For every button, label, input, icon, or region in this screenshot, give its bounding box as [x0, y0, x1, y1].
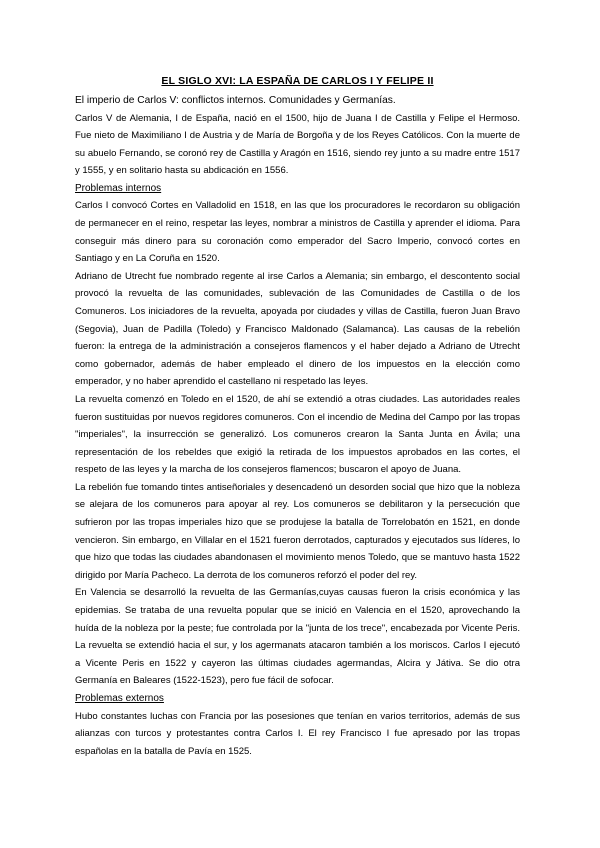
document-subtitle: El imperio de Carlos V: conflictos internos. Comunidades y Germanías. [75, 95, 396, 106]
intro-paragraph: Carlos V de Alemania, I de España, nació en el 1500, hijo de Juana I de Castilla y Felipe el Hermoso. Fue nieto de Maximiliano I de Austria y de María de Borgoña y de los Reyes Católicos. Con la muerte de su abuelo Fernando, se coronó rey de Castilla y Aragón en 1516, siendo rey junto a su madre entre 1517 y 1555, y en solitario hasta su abdicación en 1556. [75, 112, 520, 177]
internal-paragraph-3: La revuelta comenzó en Toledo en el 1520, de ahí se extendió a otras ciudades. Las autoridades reales fueron sustituidas por nuevos regidores comuneros. Con el incendio de Medina del Campo por las tropas "imperiales", la insurrección se generalizó. Los comuneros crearon la Santa Junta en Ávila; una representación de los rebeldes que exigió la retirada de los impuestos aprobados en las cortes, el respeto de las leyes y la marcha de los consejeros flamencos; buscaron el apoyo de Juana. [75, 393, 520, 476]
internal-paragraph-5: En Valencia se desarrolló la revuelta de las Germanías,cuyas causas fueron la crisis económica y las epidemias. Se trataba de una revuelta popular que se inició en Valencia en el 1520, aprovechando la huída de la nobleza por la peste; fue controlada por la "junta de los trece", encabezada por Vicente Peris. La revuelta se extendió hacia el sur, y los agermanats atacaron también a los moriscos. Carlos I ejecutó a Vicente Peris en 1522 y cayeron las últimas ciudades agermandas, Alcira y Játiva. Se dio otra Germanía en Baleares (1522-1523), pero fue fácil de sofocar. [75, 587, 520, 687]
internal-problems-heading: Problemas internos [75, 182, 162, 194]
external-problems-heading: Problemas externos [75, 693, 164, 704]
internal-paragraph-4: La rebelión fue tomando tintes antiseñoriales y desencadenó un desorden social que hizo que la nobleza se alejara de los comuneros para apoyar al rey. Los comuneros se debilitaron y la persecución que sufrieron por las tropas imperiales hizo que se produjese la batalla de Torrelobatón en 1521, en donde vencieron. Sin embargo, en Villalar en el 1521 fueron derrotados, capturados y ejecutados sus líderes, lo que hizo que todas las ciudades abandonasen el movimiento menos Toledo, que se mantuvo hasta 1522 dirigido por María Pacheco. La derrota de los comuneros reforzó el poder del rey. [75, 481, 520, 581]
internal-paragraph-2: Adriano de Utrecht fue nombrado regente al irse Carlos a Alemania; sin embargo, el descontento social provocó la revuelta de las comunidades, sublevación de las Comunidades de Castilla o de los Comuneros. Los iniciadores de la revuelta, apoyada por ciudades y villas de Castilla, fueron Juan Bravo (Segovia), Juan de Padilla (Toledo) y Francisco Maldonado (Salamanca). Las causas de la rebelión fueron: la entrega de la administración a consejeros flamencos y el haber dejado a Adriano de Utrecht como gobernador, además de haber empleado el dinero de los impuestos en la elección como emperador, y no haber aprendido el castellano ni respetado las leyes. [75, 270, 520, 388]
document-title: EL SIGLO XVI: LA ESPAÑA DE CARLOS I Y FELIPE II [161, 75, 434, 87]
external-paragraph-1: Hubo constantes luchas con Francia por las posesiones que tenían en varios territorios, además de sus alianzas con turcos y protestantes contra Carlos I. El rey Francisco I fue apresado por las tropas españolas en la batalla de Pavía en 1525. [75, 710, 520, 757]
internal-paragraph-1: Carlos I convocó Cortes en Valladolid en 1518, en las que los procuradores le recordaron su obligación de permanecer en el reino, respetar las leyes, nombrar a ministros de Castilla y aprender el idioma. Para conseguir más dinero para su coronación como emperador del Sacro Imperio, convocó cortes en Santiago y en La Coruña en 1520. [75, 200, 520, 265]
